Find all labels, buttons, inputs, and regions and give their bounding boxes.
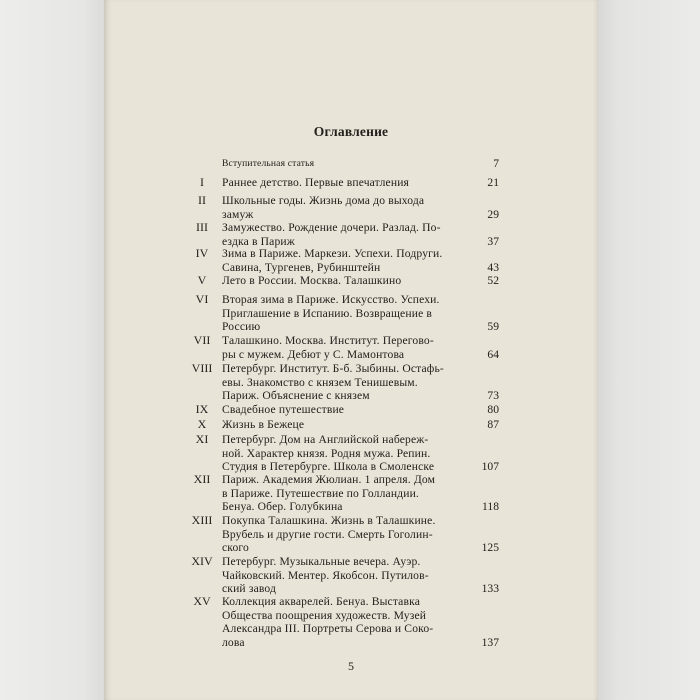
page-ref: 37: [487, 234, 499, 248]
page-ref: 80: [487, 403, 499, 416]
page-ref: 52: [487, 274, 499, 287]
chapter-number: V: [197, 273, 207, 287]
chapter-title-line: Врубель и другие гости. Смерть Гоголин-: [222, 527, 433, 541]
chapter-title-line: Вступительная статья: [222, 158, 315, 169]
chapter-title-line: ский завод: [222, 582, 277, 596]
chapter-title-line: Покупка Талашкина. Жизнь в Талашкине.: [222, 514, 436, 527]
chapter-title-line: Свадебное путешествие: [222, 403, 345, 416]
page-ref: 21: [487, 176, 499, 189]
chapter-number: IV: [195, 246, 209, 260]
chapter-title-line: Вторая зима в Париже. Искусство. Успехи.: [222, 293, 440, 306]
chapter-title-line: Россию: [222, 320, 261, 334]
page-ref: 118: [482, 500, 499, 514]
chapter-title-line: Студия в Петербурге. Школа в Смоленске: [222, 460, 435, 474]
page-ref: 133: [481, 582, 499, 596]
chapter-title-line: в Париже. Путешествие по Голландии.: [222, 486, 419, 500]
page-heading: Оглавление: [313, 124, 389, 139]
chapter-number: VI: [195, 292, 209, 306]
chapter-number: VIII: [191, 361, 213, 375]
chapter-number: II: [198, 193, 206, 207]
chapter-title-line: Школьные годы. Жизнь дома до выхода: [222, 194, 425, 207]
chapter-title-line: Петербург. Музыкальные вечера. Ауэр.: [222, 555, 421, 568]
page-ref: 43: [487, 260, 499, 274]
chapter-title-line: Жизнь в Бежеце: [222, 418, 305, 431]
chapter-number: III: [196, 220, 208, 234]
page-ref: 87: [487, 418, 499, 431]
chapter-title-line: Петербург. Дом на Английской набереж-: [222, 433, 429, 446]
chapter-title-line: ры с мужем. Дебют у С. Мамонтова: [222, 347, 405, 361]
chapter-title-line: Раннее детство. Первые впечатления: [222, 176, 410, 189]
chapter-title-line: Лето в России. Москва. Талашкино: [222, 274, 402, 287]
chapter-title-line: ездка в Париж: [222, 234, 295, 248]
chapter-number: VII: [193, 333, 211, 347]
page-ref: 64: [487, 347, 499, 361]
chapter-title-line: Бенуа. Обер. Голубкина: [222, 500, 343, 514]
chapter-title-line: Париж. Объяснение с князем: [222, 389, 370, 403]
chapter-title-line: замуж: [222, 207, 254, 221]
page-ref: 29: [487, 207, 499, 221]
chapter-number: I: [200, 175, 204, 189]
chapter-title-line: Коллекция акварелей. Бенуа. Выставка: [222, 595, 421, 608]
chapter-title-line: Савина, Тургенев, Рубинштейн: [222, 260, 381, 274]
page-ref: 137: [481, 635, 499, 649]
chapter-title-line: евы. Знакомство с князем Тенишевым.: [222, 375, 418, 389]
chapter-title-line: Зима в Париже. Маркези. Успехи. Подруги.: [222, 247, 443, 260]
page-ref: 59: [487, 320, 499, 334]
chapter-title-line: Талашкино. Москва. Институт. Перегово-: [222, 334, 434, 347]
chapter-title-line: Александра III. Портреты Серова и Соко-: [222, 622, 434, 636]
chapter-title-line: Чайковский. Ментер. Якобсон. Путилов-: [222, 568, 429, 582]
page-ref: 107: [481, 460, 499, 474]
chapter-title-line: Замужество. Рождение дочери. Разлад. По-: [222, 221, 441, 234]
page-ref: 7: [493, 157, 499, 170]
page-ref: 125: [481, 541, 499, 555]
page-ref: 73: [487, 389, 499, 403]
chapter-title-line: лова: [222, 635, 245, 649]
chapter-title-line: ной. Характер князя. Родня мужа. Репин.: [222, 446, 431, 460]
chapter-number: XV: [193, 594, 211, 608]
chapter-number: IX: [195, 402, 209, 416]
chapter-title-line: Приглашение в Испанию. Возвращение в: [222, 306, 433, 320]
chapter-title-line: Петербург. Институт. Б-б. Зыбины. Остафь-: [222, 362, 444, 375]
chapter-number: XIII: [191, 513, 213, 527]
page-number: 5: [348, 659, 354, 673]
chapter-number: XIV: [191, 554, 213, 568]
chapter-number: XI: [195, 432, 209, 446]
chapter-number: X: [197, 417, 207, 431]
chapter-number: XII: [193, 472, 211, 486]
chapter-title-line: Общества поощрения художеств. Музей: [222, 608, 427, 622]
chapter-title-line: Париж. Академия Жюлиан. 1 апреля. Дом: [222, 473, 436, 486]
chapter-title-line: ского: [222, 541, 249, 555]
